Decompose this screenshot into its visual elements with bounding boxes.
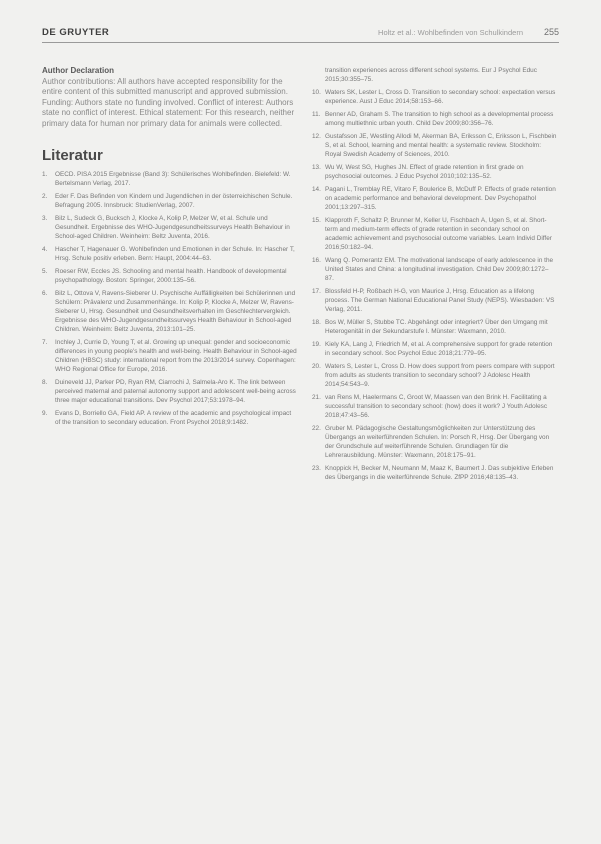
reference-number: 13. xyxy=(312,164,321,171)
reference-number: 3. xyxy=(42,215,48,223)
reference-number: 10. xyxy=(312,89,321,96)
reference-number: 9. xyxy=(42,410,48,418)
reference-number: 11. xyxy=(312,111,321,118)
reference-number: 12. xyxy=(312,133,321,140)
left-column xyxy=(42,66,297,431)
reference-item xyxy=(312,287,557,314)
reference-item xyxy=(312,464,557,482)
running-title: Holtz et al.: Wohlbefinden von Schulkindern xyxy=(378,28,523,37)
reference-number: 6. xyxy=(42,290,48,298)
reference-number: 14. xyxy=(312,186,321,193)
reference-number: 2. xyxy=(42,193,48,201)
reference-list-right xyxy=(312,88,557,482)
reference-text: Kiely KA, Lang J, Friedrich M, et al. A comprehensive support for grade retention in secondary school. Soc Psychol Educ 2018;21:779–95. xyxy=(325,341,553,357)
reference-text: Wu W, West SG, Hughes JN. Effect of grade retention in first grade on psychosocial outcomes. J Educ Psychol 2010;102:135–52. xyxy=(325,164,524,180)
reference-item xyxy=(312,256,557,283)
reference-text: Knoppick H, Becker M, Neumann M, Maaz K, Baumert J. Das subjektive Erleben des Übergangs in die weiterführende Schule. ZfPP 2016;48:135–43. xyxy=(325,465,554,481)
reference-text: Pagani L, Tremblay RE, Vitaro F, Boulerice B, McDuff P. Effects of grade retention on academic performance and behavioral development. Dev Psychopathol 2001;13:297–315. xyxy=(325,186,556,211)
reference-item xyxy=(312,163,557,181)
reference-item xyxy=(312,424,557,460)
reference-text: Gustafsson JE, Westling Allodi M, Akerman BA, Eriksson C, Eriksson L, Fischbein S, et al. School, learning and mental health: a systematic review. Stockholm: Royal Swedish Academy of Sciences, 2010. xyxy=(325,133,557,158)
reference-text: Bilz L, Ottova V, Ravens-Sieberer U. Psychische Auffälligkeiten bei Schülerinnen und Schülern: Prävalenz und Zusammenhänge. In: Kolip P, Klocke A, Melzer W, Ravens-Sieberer U, Hrsg. Gesundheit und Gesundheitsverhalten im Geschlechtervergleich. Ergebnisse des WHO-Jugendgesundheitssurveys Health Behaviour in School-aged Children. Weinheim: Beltz Juventa, 2013:101–25. xyxy=(55,290,296,334)
reference-item xyxy=(42,170,297,188)
reference-continuation xyxy=(312,66,557,84)
reference-text: Duineveld JJ, Parker PD, Ryan RM, Ciarrochi J, Salmela-Aro K. The link between perceived maternal and paternal autonomy support and adolescent well-being across three major educational transitions. Dev Psychol 2017;53:1978–94. xyxy=(55,379,296,405)
reference-text: Wang Q. Pomerantz EM. The motivational landscape of early adolescence in the United States and China: a longitudinal investigation. Child Dev 2009;80:1272–87. xyxy=(325,257,554,282)
reference-item xyxy=(312,185,557,212)
reference-number: 8. xyxy=(42,379,48,387)
reference-number: 18. xyxy=(312,319,321,326)
reference-number: 5. xyxy=(42,268,48,276)
reference-number: 4. xyxy=(42,246,48,254)
reference-text: van Rens M, Haelermans C, Groot W, Maassen van den Brink H. Facilitating a successful transition to secondary school: (how) does it work? J Youth Adolesc 2018;47:43–56. xyxy=(325,394,548,419)
reference-item xyxy=(42,289,297,334)
reference-number: 19. xyxy=(312,341,321,348)
reference-item xyxy=(312,110,557,128)
reference-item xyxy=(42,378,297,405)
reference-number: 7. xyxy=(42,339,48,347)
reference-item xyxy=(312,216,557,252)
reference-number: 17. xyxy=(312,288,321,295)
reference-text: Evans D, Borriello GA, Field AP. A review of the academic and psychological impact of the transition to secondary education. Front Psychol 2018;9:1482. xyxy=(55,410,292,427)
reference-item xyxy=(312,393,557,420)
reference-item xyxy=(42,338,297,374)
reference-text: Blossfeld H-P, Roßbach H-G, von Maurice J, Hrsg. Education as a lifelong process. The German National Educational Panel Study (NEPS). Wiesbaden: VS Verlag, 2011. xyxy=(325,288,555,313)
reference-text: Gruber M. Pädagogische Gestaltungsmöglichkeiten zur Unterstützung des Übergangs an weiterführenden Schulen. In: Porsch R, Hrsg. Der Übergang von der Grundschule auf weiterführende Schulen. Grundlagen für die Lehrerausbildung. Münster: Waxmann, 2018:175–91. xyxy=(325,425,550,459)
reference-item xyxy=(42,192,297,210)
literature-title: Literatur xyxy=(42,147,103,165)
reference-text: OECD. PISA 2015 Ergebnisse (Band 3): Schülerisches Wohlbefinden. Bielefeld: W. Bertelsmann Verlag, 2017. xyxy=(55,171,291,188)
reference-text: Waters S, Lester L, Cross D. How does support from peers compare with support from adults as students transition to secondary school? J Adolesc Health 2014;54:543–9. xyxy=(325,363,555,388)
reference-text: Klapproth F, Schaltz P, Brunner M, Keller U, Fischbach A, Ugen S, et al. Short-term and medium-term effects of grade retention in secondary school on academic achievement and psychosocial outcome variables. Learn Individ Differ 2016;50:182–94. xyxy=(325,217,552,251)
declaration-text: Author contributions: All authors have accepted responsibility for the entire content of this submitted manuscript and approved submission. Funding: Authors state no funding involved. Conflict of interest: Authors state no conflict of interest. Ethical statement: For this research, neither primary data for human nor primary data for animals were collected. xyxy=(42,77,295,128)
reference-text: Roeser RW, Eccles JS. Schooling and mental health. Handbook of developmental psychopathology. Boston: Springer, 2000:135–56. xyxy=(55,268,287,285)
reference-text: Eder F. Das Befinden von Kindern und Jugendlichen in der österreichischen Schule. Befragung 2005. Innsbruck: StudienVerlag, 2007. xyxy=(55,193,293,210)
reference-item xyxy=(42,267,297,285)
reference-text: Bilz L, Sudeck G, Bucksch J, Klocke A, Kolip P, Melzer W, et al. Schule und Gesundheit. Ergebnisse des WHO-Jugendgesundheitssurveys Health Behaviour in School-aged Children. Weinheim: Beltz Juventa, 2016. xyxy=(55,215,290,241)
reference-number: 21. xyxy=(312,394,321,401)
reference-number: 23. xyxy=(312,465,321,472)
reference-item xyxy=(312,362,557,389)
reference-item xyxy=(312,340,557,358)
reference-list-left xyxy=(42,170,297,427)
page-number: 255 xyxy=(543,27,559,37)
reference-item xyxy=(42,409,297,427)
reference-item xyxy=(312,318,557,336)
publisher-name: DE GRUYTER xyxy=(42,27,110,38)
reference-text: Benner AD, Graham S. The transition to high school as a developmental process among multiethnic urban youth. Child Dev 2009;80:356–76. xyxy=(325,111,554,127)
reference-text: Bos W, Müller S, Stubbe TC. Abgehängt oder integriert? Über den Umgang mit Heterogenität in der Sekundarstufe I. Münster: Waxmann, 2010. xyxy=(325,319,548,335)
reference-item xyxy=(42,245,297,263)
reference-text: Inchley J, Currie D, Young T, et al. Growing up unequal: gender and socioeconomic differences in young people's health and well-being. Health Behaviour in School-aged Children (HBSC) study: international report from the 2013/2014 survey. Copenhagen: WHO Regional Office for Europe, 2016. xyxy=(55,339,297,374)
declaration-title: Author Declaration xyxy=(42,66,115,75)
reference-number: 22. xyxy=(312,425,321,432)
reference-number: 20. xyxy=(312,363,321,370)
reference-text: Hascher T, Hagenauer G. Wohlbefinden und Emotionen in der Schule. In: Hascher T, Hrsg. Schule positiv erleben. Bern: Haupt, 2004:44–63. xyxy=(55,246,295,263)
reference-number: 1. xyxy=(42,171,48,179)
right-column xyxy=(312,66,557,486)
reference-item xyxy=(312,132,557,159)
reference-text: Waters SK, Lester L, Cross D. Transition to secondary school: expectation versus experience. Aust J Educ 2014;58:153–66. xyxy=(325,89,556,105)
page-header xyxy=(42,26,559,43)
reference-continuation-text: transition experiences across different school systems. Eur J Psychol Educ 2015;30:355–75. xyxy=(325,67,537,83)
reference-number: 16. xyxy=(312,257,321,264)
reference-number: 15. xyxy=(312,217,321,224)
reference-item xyxy=(42,214,297,241)
reference-item xyxy=(312,88,557,106)
